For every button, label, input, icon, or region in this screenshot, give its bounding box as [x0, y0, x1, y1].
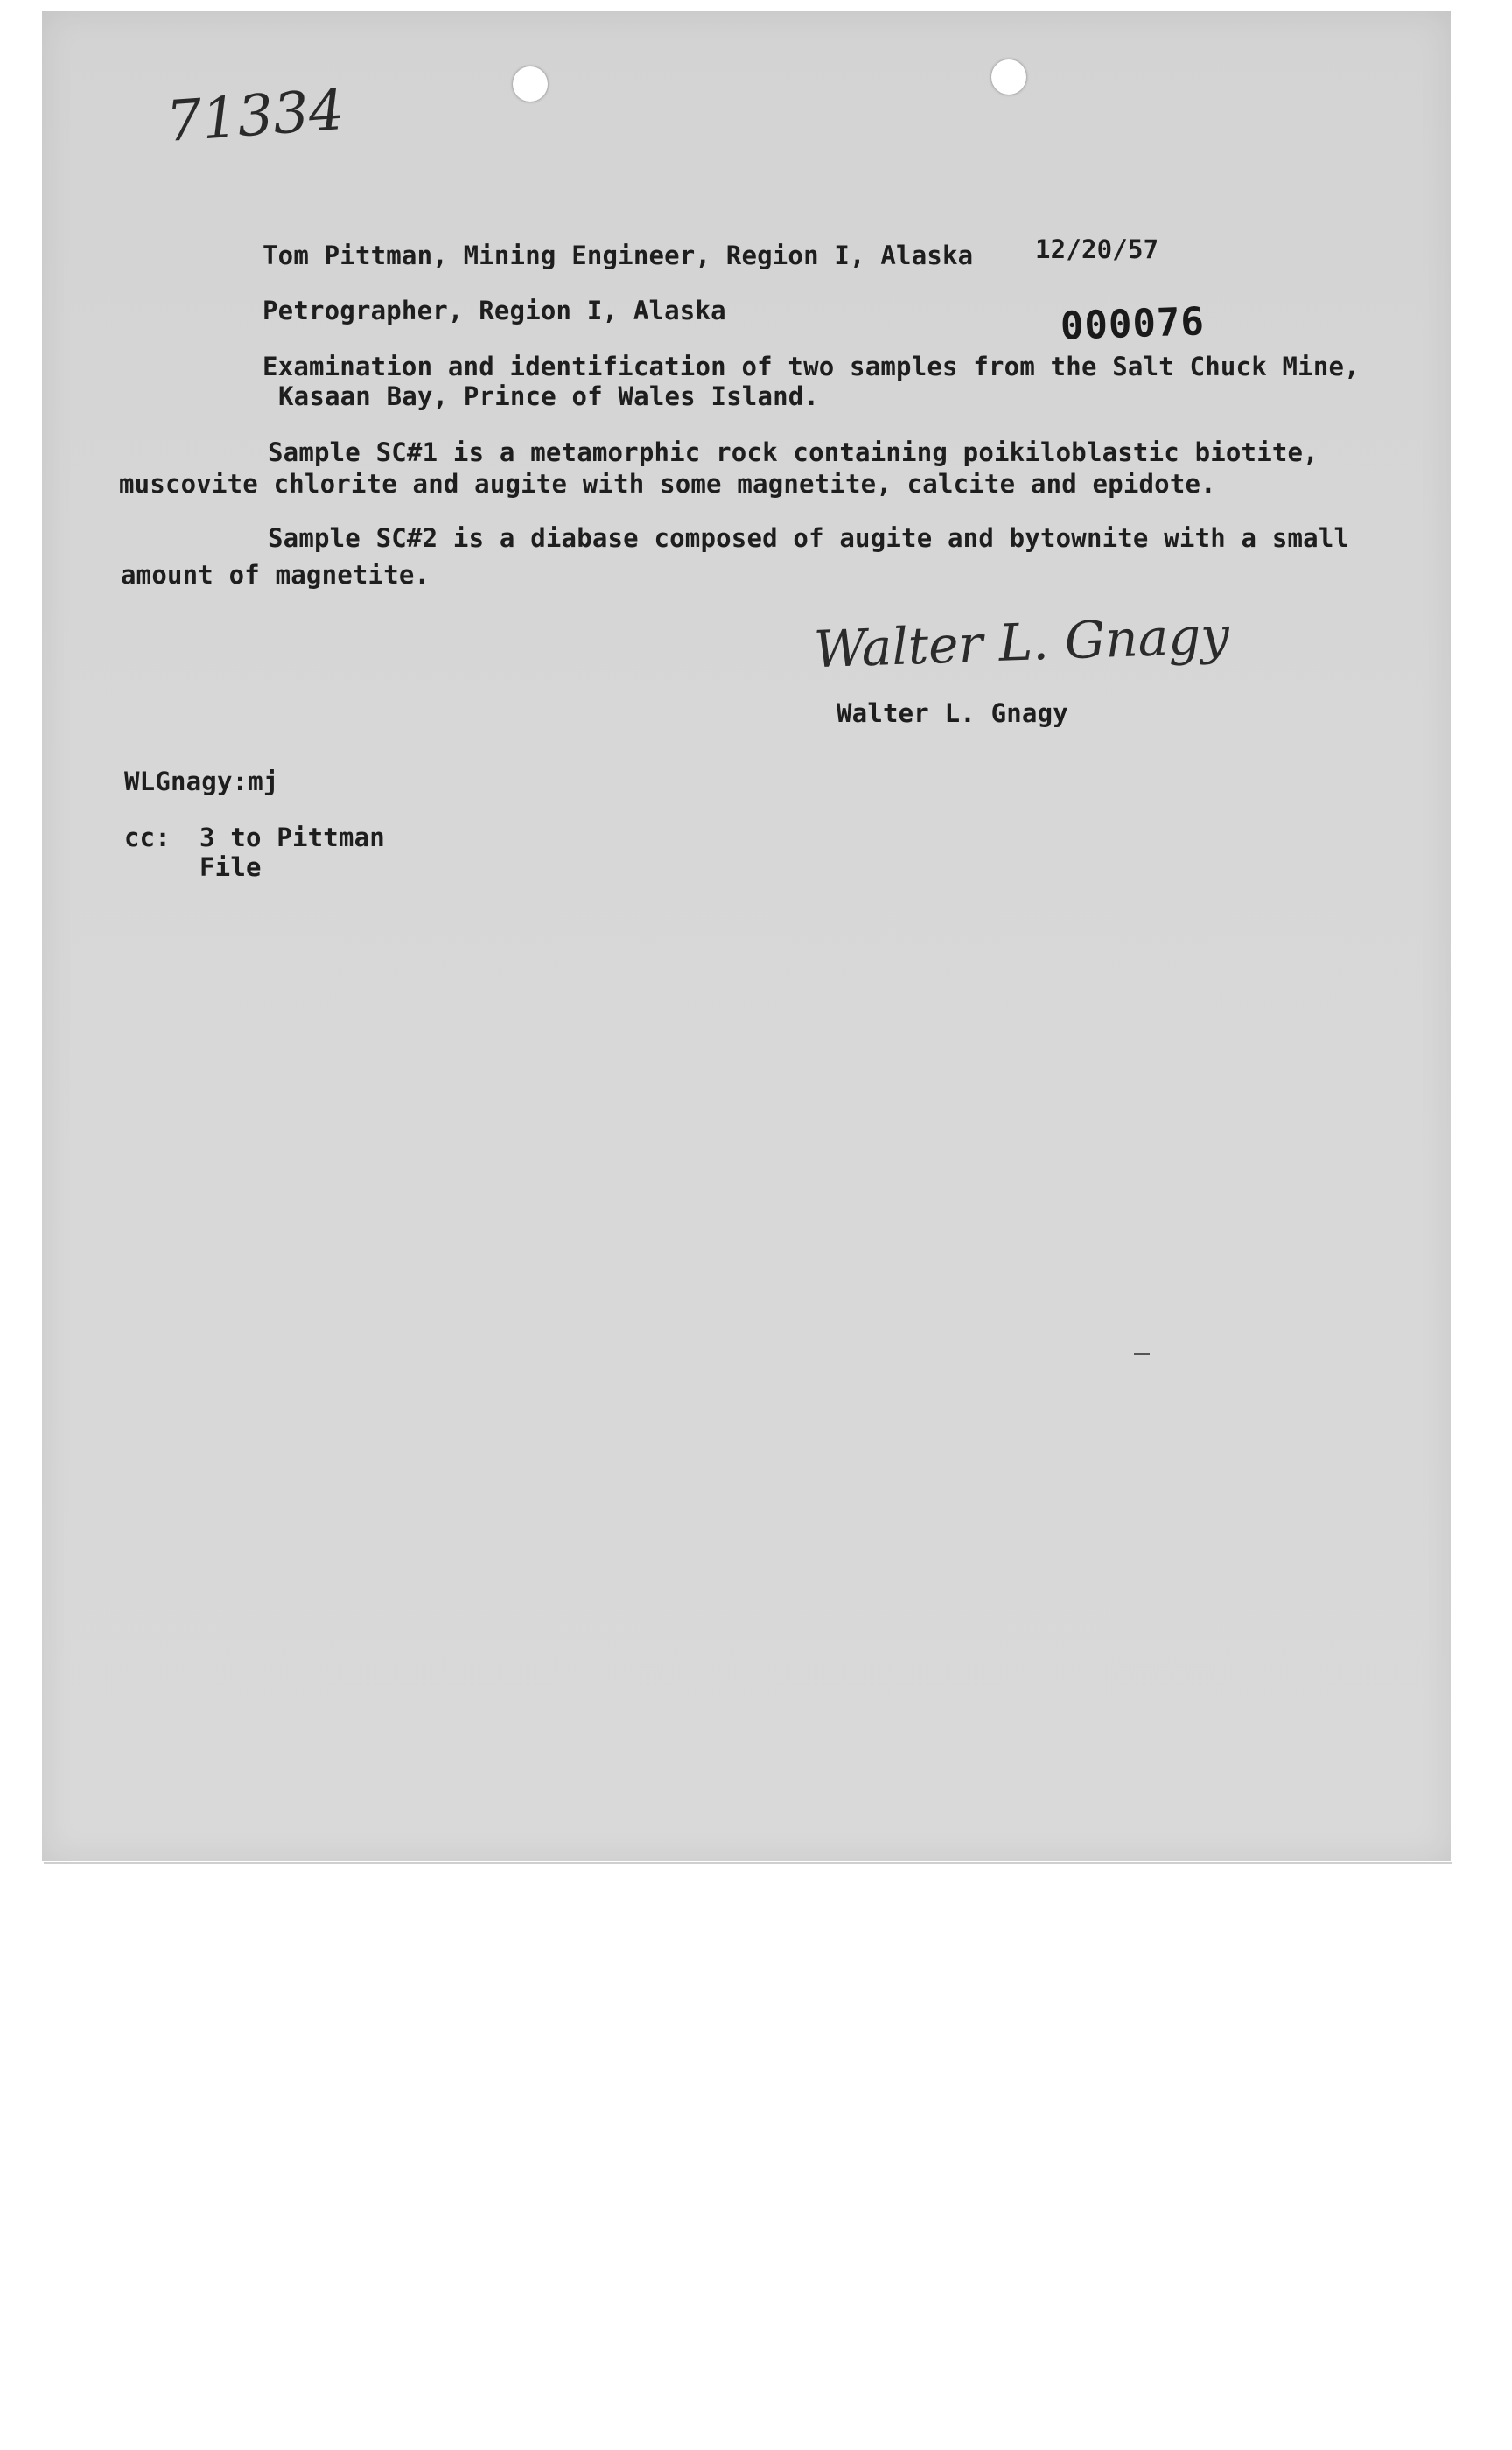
paragraph-2-line-1: Sample SC#2 is a diabase composed of augite and bytownite with a small	[268, 523, 1350, 553]
subject-line-2: Kasaan Bay, Prince of Wales Island.	[278, 382, 820, 411]
cc-recipient-2: File	[200, 852, 262, 882]
typed-signatory-name: Walter L. Gnagy	[836, 698, 1068, 728]
handwritten-file-number: 71334	[164, 77, 346, 156]
subject-line-1: Examination and identification of two samples from the Salt Chuck Mine,	[262, 352, 1360, 382]
to-line: Petrographer, Region I, Alaska	[262, 296, 726, 326]
punch-hole-right	[991, 60, 1026, 94]
cc-recipient-1: 3 to Pittman	[200, 822, 385, 852]
typist-initials: WLGnagy:mj	[124, 766, 279, 796]
stray-mark	[1134, 1353, 1150, 1354]
punch-hole-left	[513, 66, 548, 102]
from-line: Tom Pittman, Mining Engineer, Region I, Alaska	[262, 241, 974, 270]
handwritten-signature: Walter L. Gnagy	[812, 605, 1231, 680]
page-edge	[44, 1862, 1452, 1864]
document-stamp-number: 000076	[1060, 299, 1206, 349]
paragraph-1-line-1: Sample SC#1 is a metamorphic rock containing poikiloblastic biotite,	[268, 438, 1319, 467]
paragraph-1-line-2: muscovite chlorite and augite with some magnetite, calcite and epidote.	[119, 469, 1216, 499]
paragraph-2-line-2: amount of magnetite.	[121, 560, 430, 590]
cc-label: cc:	[124, 822, 171, 852]
memo-date: 12/20/57	[1035, 234, 1159, 264]
document-page	[42, 10, 1451, 1861]
